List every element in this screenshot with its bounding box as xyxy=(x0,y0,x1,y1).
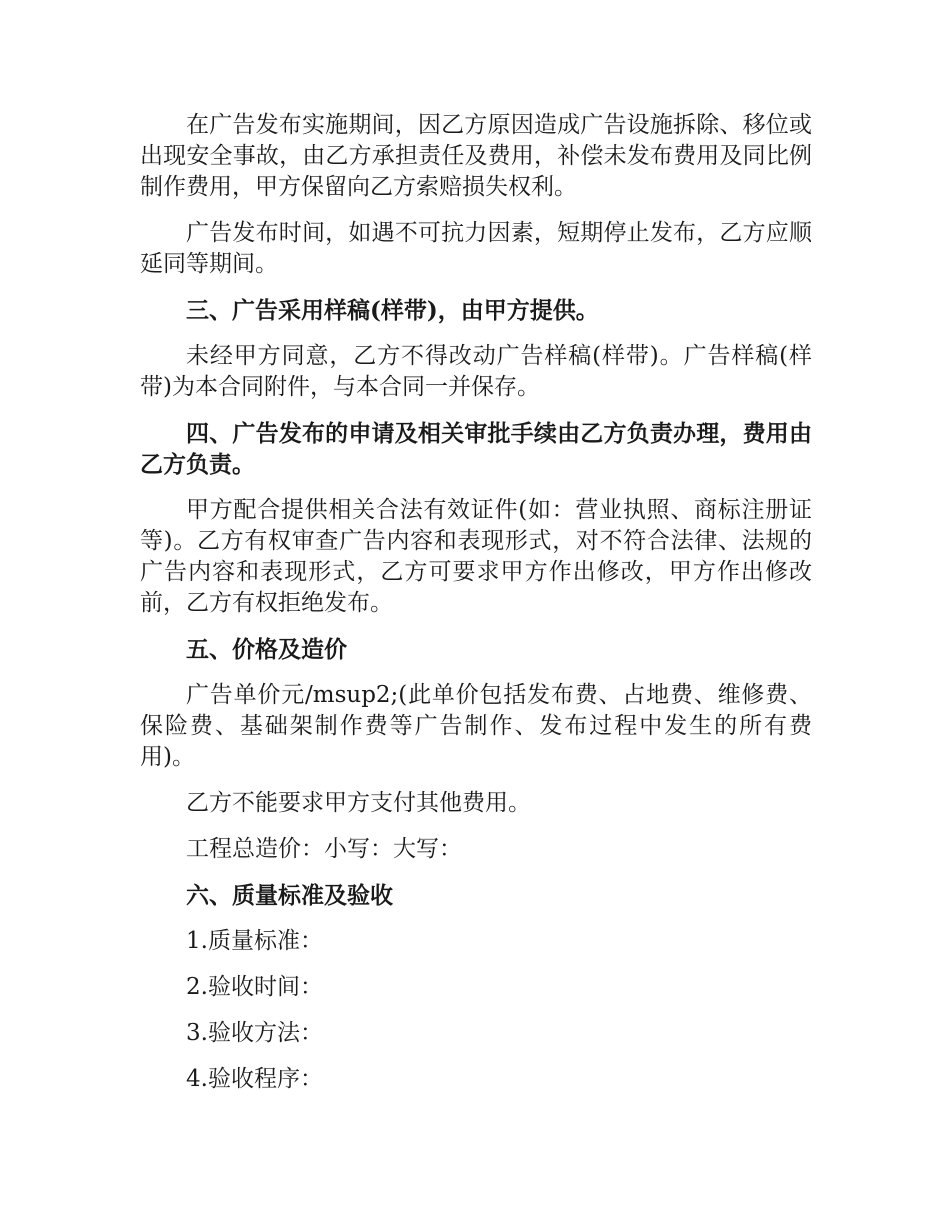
list-item-acceptance-method: 3.验收方法： xyxy=(186,1020,323,1046)
section-heading-5: 五、价格及造价 xyxy=(186,636,347,663)
section-heading-3: 三、广告采用样稿(样带)，由甲方提供。 xyxy=(186,297,599,324)
section-heading-6: 六、质量标准及验收 xyxy=(186,882,393,909)
paragraph-approval: 甲方配合提供相关合法有效证件(如：营业执照、商标注册证等)。乙方有权审查广告内容和表现形式，对不符合法律、法规的广告内容和表现形式，乙方可要求甲方作出修改，甲方作出修改前，乙方有权拒绝发布。 xyxy=(140,497,812,616)
paragraph-total-cost: 工程总造价：小写：大写： xyxy=(186,836,462,862)
paragraph-sample-draft: 未经甲方同意，乙方不得改动广告样稿(样带)。广告样稿(样带)为本合同附件，与本合同一并保存。 xyxy=(140,343,812,400)
paragraph-no-other-fees: 乙方不能要求甲方支付其他费用。 xyxy=(186,790,531,816)
paragraph-unit-price: 广告单价元/msup2;(此单价包括发布费、占地费、维修费、保险费、基础架制作费等广告制作、发布过程中发生的所有费用)。 xyxy=(140,682,812,770)
document-body xyxy=(140,110,812,1110)
list-item-acceptance-time: 2.验收时间： xyxy=(186,974,323,1000)
paragraph-force-majeure: 广告发布时间，如遇不可抗力因素，短期停止发布，乙方应顺延同等期间。 xyxy=(140,220,812,277)
section-heading-4: 四、广告发布的申请及相关审批手续由乙方负责办理，费用由乙方负责。 xyxy=(140,420,812,478)
list-item-quality-standard: 1.质量标准： xyxy=(186,928,323,954)
paragraph-liability: 在广告发布实施期间，因乙方原因造成广告设施拆除、移位或出现安全事故，由乙方承担责任及费用，补偿未发布费用及同比例制作费用，甲方保留向乙方索赔损失权利。 xyxy=(140,112,812,200)
list-item-acceptance-procedure: 4.验收程序： xyxy=(186,1066,323,1092)
